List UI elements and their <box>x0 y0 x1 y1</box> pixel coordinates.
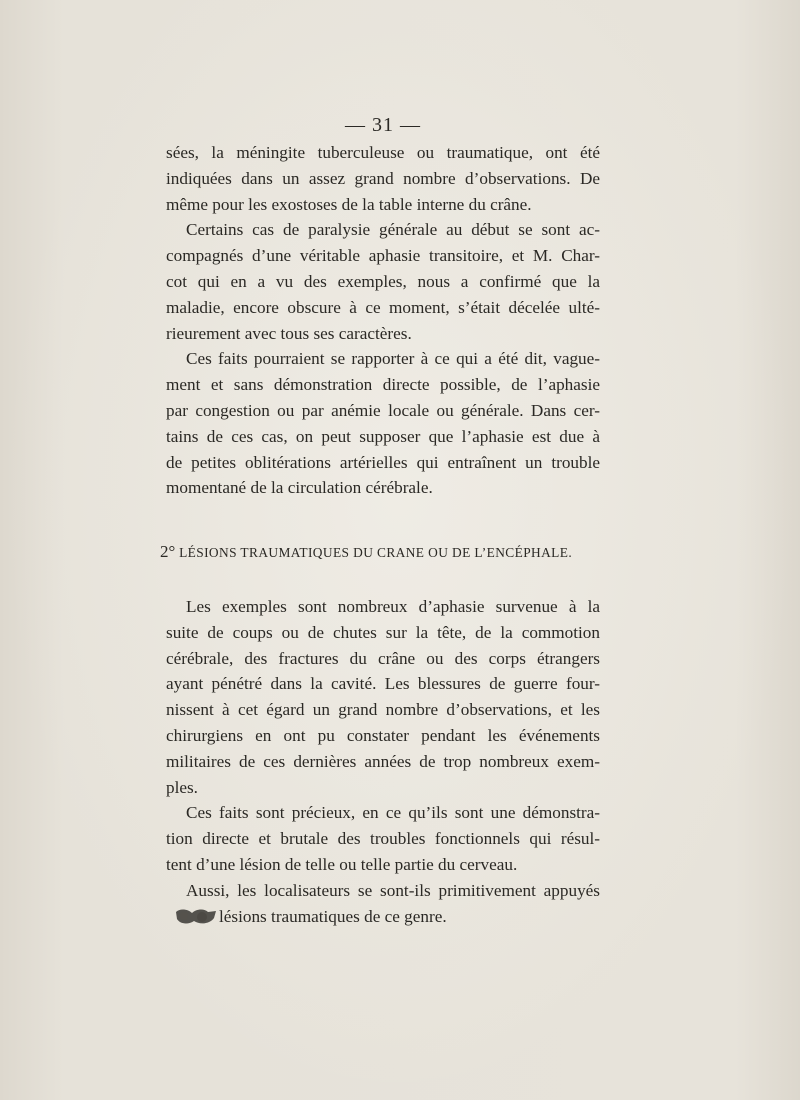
ink-blot-icon <box>174 906 218 926</box>
body-line: cot qui en a vu des exemples, nous a confirmé que la <box>166 271 600 291</box>
body-line-final <box>166 904 600 930</box>
body-line: ment et sans démonstration directe possible, de l’aphasie <box>166 375 600 395</box>
section-number: 2° <box>160 542 176 561</box>
body-text-upper <box>166 140 600 501</box>
body-text-lower <box>166 594 600 904</box>
section-title: LÉSIONS TRAUMATIQUES DU CRANE OU DE L’ENCÉPHALE. <box>179 545 573 560</box>
body-line: Certains cas de paralysie générale au début se sont ac- <box>186 220 600 240</box>
page-number: — 31 — <box>345 114 421 136</box>
section-heading <box>160 540 604 565</box>
body-line: suite de coups ou de chutes sur la tête, de la commotion <box>166 622 600 642</box>
body-line: sées, la méningite tuberculeuse ou traumatique, ont été <box>166 143 600 162</box>
body-line: tion directe et brutale des troubles fonctionnels qui résul- <box>166 829 600 849</box>
body-line: cérébrale, des fractures du crâne ou des corps étrangers <box>166 648 600 668</box>
body-line: Les exemples sont nombreux d’aphasie survenue à la <box>186 597 600 616</box>
body-line: de petites oblitérations artérielles qui entraînent un trouble <box>166 452 600 472</box>
body-line: momentané de la circulation cérébrale. <box>166 478 433 498</box>
body-line: même pour les exostoses de la table interne du crâne. <box>166 194 532 214</box>
body-line: Ces faits sont précieux, en ce qu’ils sont une démonstra- <box>186 803 600 823</box>
final-line-wrap <box>166 904 600 930</box>
body-line: nissent à cet égard un grand nombre d’observations, et les <box>166 700 600 720</box>
body-line: ayant pénétré dans la cavité. Les blessures de guerre four- <box>166 674 600 694</box>
body-line: tains de ces cas, on peut supposer que l’aphasie est due à <box>166 426 600 446</box>
body-line: par congestion ou par anémie locale ou générale. Dans cer- <box>166 400 600 420</box>
body-line: compagnés d’une véritable aphasie transitoire, et M. Char- <box>166 246 600 266</box>
body-line: chirurgiens en ont pu constater pendant les événements <box>166 725 600 745</box>
body-line: rieurement avec tous ses caractères. <box>166 323 412 343</box>
body-line: ples. <box>166 777 198 797</box>
body-line: Aussi, les localisateurs se sont-ils primitivement appuyés <box>186 880 600 900</box>
body-line: Ces faits pourraient se rapporter à ce qui a été dit, vague- <box>186 349 600 369</box>
body-line: indiquées dans un assez grand nombre d’observations. De <box>166 168 600 188</box>
body-line: militaires de ces dernières années de trop nombreux exem- <box>166 751 600 771</box>
body-line: tent d’une lésion de telle ou telle partie du cerveau. <box>166 854 518 874</box>
final-line-text: lésions traumatiques de ce genre. <box>219 907 447 926</box>
body-line: maladie, encore obscure à ce moment, s’était décelée ulté- <box>166 297 600 317</box>
